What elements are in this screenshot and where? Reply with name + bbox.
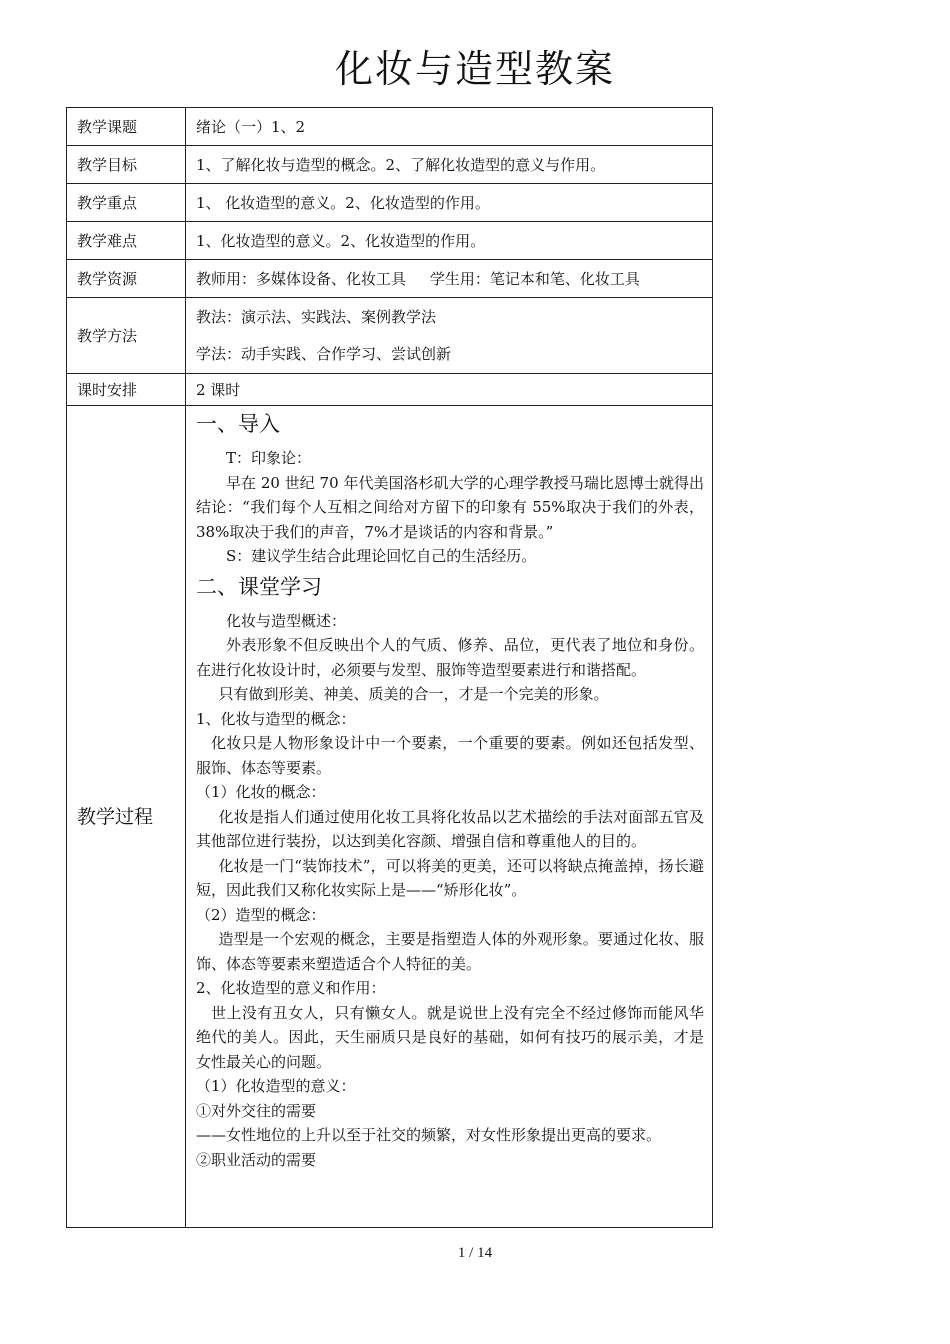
- section-heading-study: 二、课堂学习: [196, 574, 322, 599]
- lesson-plan-table: [66, 107, 713, 1228]
- row-method: [67, 298, 713, 374]
- value-difficulty: 1、化妆造型的意义。2、化妆造型的作用。: [186, 222, 713, 260]
- section-heading-intro: 一、导入: [196, 412, 280, 436]
- value-topic: 绪论（一）1、2: [186, 108, 713, 146]
- value-process: [186, 406, 713, 1228]
- paragraph: ——女性地位的上升以至于社交的频繁，对女性形象提出更高的要求。: [196, 1126, 662, 1144]
- label-key: 教学重点: [67, 184, 186, 222]
- label-difficulty: 教学难点: [67, 222, 186, 260]
- paragraph: 化妆只是人物形象设计中一个要素，一个重要的要素。例如还包括发型、服饰、体态等要素。: [196, 734, 704, 777]
- page-number: 1 / 14: [457, 1245, 493, 1261]
- row-process: [67, 406, 713, 1228]
- row-difficulty: [67, 222, 713, 260]
- paragraph: （2）造型的概念：: [196, 905, 326, 924]
- paragraph: ②职业活动的需要: [196, 1150, 317, 1169]
- value-key: 1、 化妆造型的意义。2、化妆造型的作用。: [186, 184, 713, 222]
- value-hours: 2 课时: [186, 374, 713, 406]
- value-method: [186, 298, 713, 374]
- row-hours: [67, 374, 713, 406]
- paragraph: 化妆与造型概述：: [226, 611, 347, 630]
- label-resources: 教学资源: [67, 260, 186, 298]
- label-process: 教学过程: [67, 406, 186, 1228]
- paragraph: 只有做到形美、神美、质美的合一，才是一个完美的形象。: [218, 685, 609, 703]
- paragraph: （1）化妆造型的意义：: [196, 1077, 356, 1095]
- row-goal: [67, 146, 713, 184]
- paragraph: 1、化妆与造型的概念：: [196, 709, 356, 728]
- paragraph: 造型是一个宏观的概念，主要是指塑造人体的外观形象。要通过化妆、服饰、体态等要素来塑造适合个人特征的美。: [196, 930, 704, 973]
- row-topic: [67, 108, 713, 146]
- method-learning: 学法：动手实践、合作学习、尝试创新: [196, 344, 452, 363]
- label-topic: 教学课题: [67, 108, 186, 146]
- paragraph: 2、化妆造型的意义和作用：: [196, 979, 386, 997]
- paragraph: 早在 20 世纪 70 年代美国洛杉矶大学的心理学教授马瑞比恩博士就得出结论：“我们每个人互相之间给对方留下的印象有 55%取决于我们的外表，38%取决于我们的声音，7%才是谈话的内容和背景。”: [196, 473, 704, 541]
- value-resources: 教师用：多媒体设备、化妆工具 学生用：笔记本和笔、化妆工具: [186, 260, 713, 298]
- page-title: 化妆与造型教案: [334, 47, 615, 91]
- method-teaching: 教法：演示法、实践法、案例教学法: [196, 307, 437, 326]
- paragraph: （1）化妆的概念：: [196, 783, 326, 801]
- value-goal: 1、了解化妆与造型的概念。2、了解化妆造型的意义与作用。: [186, 146, 713, 184]
- paragraph: 化妆是一门“装饰技术”，可以将美的更美，还可以将缺点掩盖掉，扬长避短，因此我们又称化妆实际上是——“矫形化妆”。: [196, 856, 704, 899]
- paragraph: 化妆是指人们通过使用化妆工具将化妆品以艺术描绘的手法对面部五官及其他部位进行装扮，以达到美化容颜、增强自信和尊重他人的目的。: [196, 807, 704, 850]
- paragraph: 外表形象不但反映出个人的气质、修养、品位，更代表了地位和身份。在进行化妆设计时，必须要与发型、服饰等造型要素进行和谐搭配。: [196, 636, 704, 679]
- paragraph: S：建议学生结合此理论回忆自己的生活经历。: [226, 547, 537, 565]
- row-resources: [67, 260, 713, 298]
- row-key: [67, 184, 713, 222]
- label-goal: 教学目标: [67, 146, 186, 184]
- paragraph: T：印象论：: [226, 449, 312, 467]
- paragraph: 世上没有丑女人，只有懒女人。就是说世上没有完全不经过修饰而能风华绝代的美人。因此，天生丽质只是良好的基础，如何有技巧的展示美，才是女性最关心的问题。: [196, 1003, 704, 1071]
- label-hours: 课时安排: [67, 374, 186, 406]
- label-method: 教学方法: [67, 298, 186, 374]
- paragraph: ①对外交往的需要: [196, 1101, 317, 1120]
